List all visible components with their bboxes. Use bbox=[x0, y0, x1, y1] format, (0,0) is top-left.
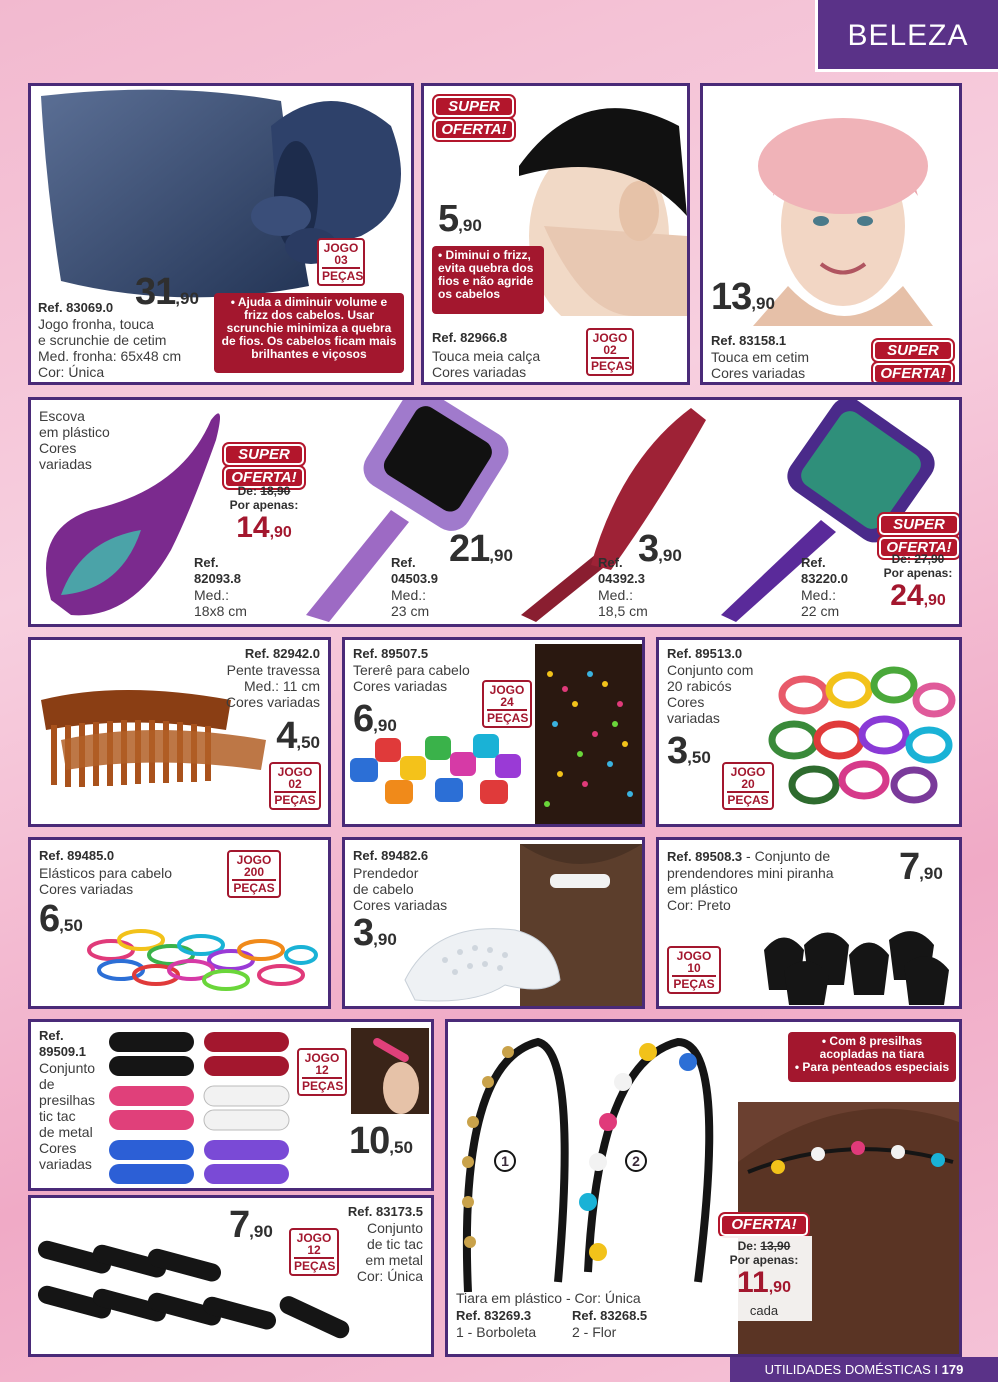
price: 4,50 bbox=[276, 715, 320, 757]
jogo-badge: JOGO 200 PEÇAS bbox=[227, 850, 281, 898]
price: 3,50 bbox=[667, 730, 711, 772]
product-desc: prendendores mini piranha em plástico Cor: Preto bbox=[667, 865, 834, 913]
price-b2: 21,90 bbox=[449, 528, 513, 570]
product-desc: Jogo fronha, touca e scrunchie de cetim Med. fronha: 65x48 cm Cor: Única bbox=[38, 316, 182, 380]
jogo-badge: JOGO 10 PEÇAS bbox=[667, 946, 721, 994]
number-2-badge: 2 bbox=[625, 1150, 647, 1172]
product-card-89482[interactable] bbox=[342, 837, 645, 1009]
beads-image bbox=[345, 728, 535, 824]
product-desc: Tererê para cabelo Cores variadas bbox=[353, 662, 470, 694]
product-desc: Ref. 89509.1 Conjunto de presilhas tic tac de metal Cores variadas bbox=[39, 1028, 96, 1172]
product-desc: Pente travessa Med.: 11 cm Cores variadas bbox=[225, 662, 320, 710]
scrunchies-image bbox=[764, 650, 959, 820]
product-desc: Touca em cetim Cores variadas bbox=[711, 349, 810, 381]
product-desc: Elásticos para cabelo Cores variadas bbox=[39, 865, 173, 897]
variant-label-2: 2 - Flor bbox=[572, 1324, 617, 1340]
product-ref: Ref. 89485.0 bbox=[39, 848, 115, 863]
jogo-badge: JOGO 20 PEÇAS bbox=[722, 762, 774, 810]
product-ref-1: Ref. 83269.3 bbox=[456, 1308, 532, 1323]
jogo-badge: JOGO 12 PEÇAS bbox=[297, 1048, 347, 1096]
jogo-badge: JOGO 02 PEÇAS bbox=[586, 328, 634, 376]
product-ref-b2: Ref. 04503.9 Med.: 23 cm bbox=[391, 555, 438, 619]
section-title: BELEZA bbox=[847, 19, 969, 52]
product-desc: Conjunto de tic tac em metal Cor: Única bbox=[356, 1220, 423, 1284]
number-1-badge: 1 bbox=[494, 1150, 516, 1172]
page-footer bbox=[730, 1357, 998, 1382]
price: 10,50 bbox=[349, 1120, 413, 1162]
jogo-badge: JOGO 02 PEÇAS bbox=[269, 762, 321, 810]
product-card-83158[interactable] bbox=[700, 83, 962, 385]
claw-clips-image bbox=[754, 920, 959, 1008]
price-b3: 3,90 bbox=[638, 528, 682, 570]
oferta-badge: OFERTA! bbox=[720, 1214, 808, 1236]
product-ref: Ref. 82966.8 bbox=[432, 330, 508, 345]
super-oferta-badge: SUPER OFERTA! bbox=[224, 442, 304, 490]
footer-section: UTILIDADES DOMÉSTICAS I bbox=[764, 1362, 939, 1377]
price: 6,90 bbox=[353, 698, 397, 740]
product-card-89509[interactable] bbox=[28, 1019, 434, 1191]
jogo-badge: JOGO 24 PEÇAS bbox=[482, 680, 532, 728]
product-ref-b3: Ref. 04392.3 Med.: 18,5 cm bbox=[598, 555, 648, 619]
price: 13,90 bbox=[711, 276, 775, 318]
product-card-tiara[interactable] bbox=[445, 1019, 962, 1357]
product-card-89508[interactable] bbox=[656, 837, 962, 1009]
product-ref: Ref. 89507.5 bbox=[353, 646, 429, 661]
product-ref: Ref. 89513.0 bbox=[667, 646, 743, 661]
super-oferta-badge: SUPER OFERTA! bbox=[434, 94, 514, 142]
benefit-note: • Ajuda a diminuir volume e frizz dos cabelos. Usar scrunchie minimiza a quebra de fios. Os cabelos ficam mais brilhantes e viçosos bbox=[214, 293, 404, 373]
variant-label-1: 1 - Borboleta bbox=[456, 1324, 537, 1340]
price: 6,50 bbox=[39, 898, 83, 940]
product-ref: Ref. 83069.0 bbox=[38, 300, 114, 315]
benefit-note: • Diminui o frizz, evita quebra dos fios e não agride os cabelos bbox=[432, 246, 544, 314]
product-card-83173[interactable] bbox=[28, 1195, 434, 1357]
brushes-intro: Escova em plástico Cores variadas bbox=[39, 408, 110, 472]
jogo-badge: JOGO 12 PEÇAS bbox=[289, 1228, 339, 1276]
product-ref-2: Ref. 83268.5 bbox=[572, 1308, 648, 1323]
benefit-note: • Com 8 presilhas acopladas na tiara • Para penteados especiais bbox=[788, 1032, 956, 1082]
product-ref-b1: Ref. 82093.8 Med.: 18x8 cm bbox=[194, 555, 247, 619]
elastics-image bbox=[71, 910, 321, 1005]
product-desc: Tiara em plástico - Cor: Única bbox=[456, 1290, 641, 1306]
product-card-83069[interactable] bbox=[28, 83, 414, 385]
hair-beads-image bbox=[535, 644, 643, 824]
price: 7,90 bbox=[899, 846, 943, 888]
price: 3,90 bbox=[353, 912, 397, 954]
page-number: 179 bbox=[941, 1362, 964, 1377]
product-card-89485[interactable] bbox=[28, 837, 331, 1009]
black-tic-tac-image bbox=[37, 1238, 357, 1356]
deal-box: De: 13,90 Por apenas: 11,90 cada bbox=[716, 1236, 812, 1321]
price: 5,90 bbox=[438, 198, 482, 240]
price: 31,90 bbox=[135, 271, 199, 313]
jogo-badge: JOGO 03 PEÇAS bbox=[317, 238, 365, 286]
product-card-89513[interactable] bbox=[656, 637, 962, 827]
product-ref: Ref. 89482.6 bbox=[353, 848, 429, 863]
product-card-89507[interactable] bbox=[342, 637, 645, 827]
product-desc: Conjunto com 20 rabicós Cores variadas bbox=[667, 662, 754, 726]
model-clip-image bbox=[351, 1028, 429, 1114]
product-desc: Prendedor de cabelo Cores variadas bbox=[353, 865, 448, 913]
super-oferta-badge: SUPER OFERTA! bbox=[873, 338, 953, 385]
product-ref: Ref. 83173.5 bbox=[347, 1204, 423, 1219]
product-desc-line1: Ref. 89508.3 - Conjunto de bbox=[667, 848, 831, 864]
product-card-82966[interactable] bbox=[421, 83, 690, 385]
hair-clip-product-image bbox=[395, 920, 575, 1005]
super-oferta-badge: SUPER OFERTA! bbox=[879, 512, 959, 560]
brushes-card[interactable] bbox=[28, 397, 962, 627]
price: 7,90 bbox=[229, 1204, 273, 1246]
product-ref-b4: Ref. 83220.0 Med.: 22 cm bbox=[801, 555, 848, 619]
product-ref: Ref. 83158.1 bbox=[711, 333, 787, 348]
product-card-82942[interactable] bbox=[28, 637, 331, 827]
product-ref: Ref. 82942.0 bbox=[244, 646, 320, 661]
deal-box: De: 27,90 Por apenas: 24,90 bbox=[883, 552, 953, 612]
section-header bbox=[815, 0, 998, 72]
deal-box: De: 18,90 Por apenas: 14,90 bbox=[229, 484, 299, 544]
product-desc: Touca meia calça Cores variadas bbox=[432, 348, 541, 380]
tic-tac-clips-image bbox=[109, 1030, 299, 1186]
